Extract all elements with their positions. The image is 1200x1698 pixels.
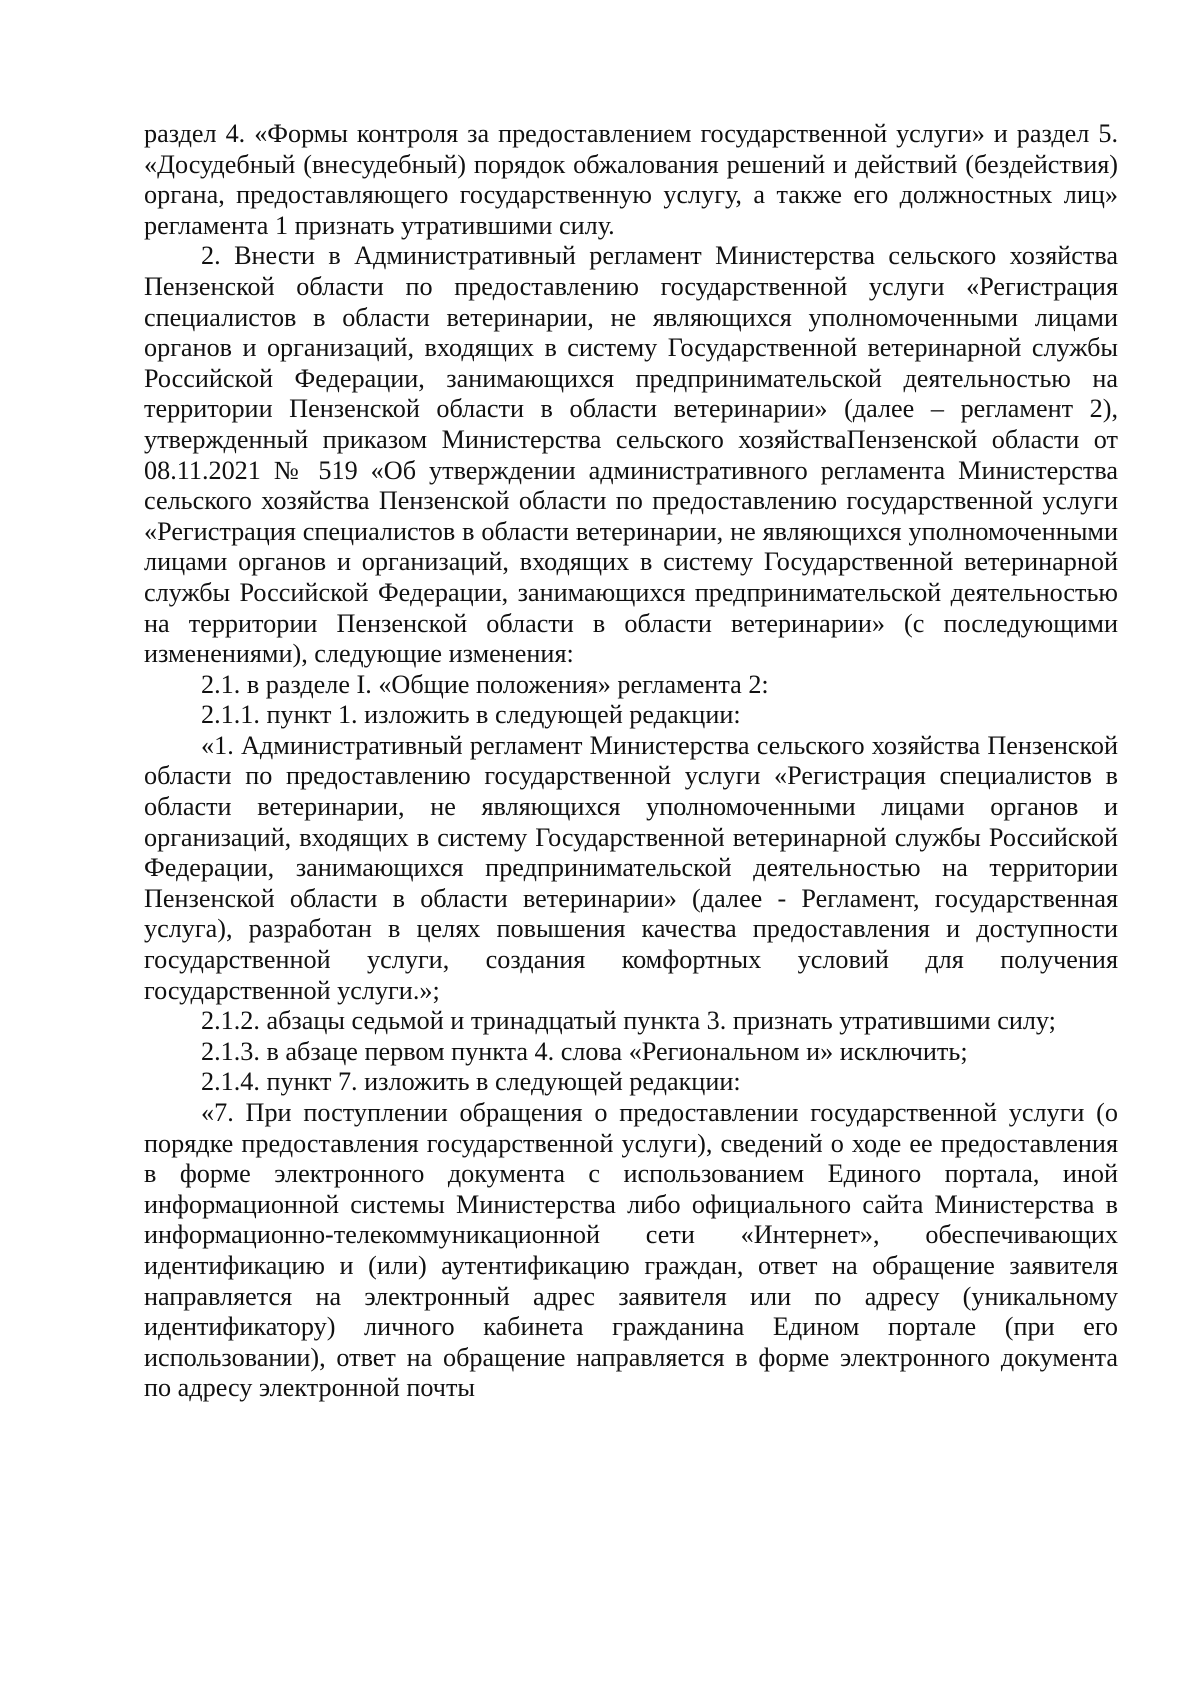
paragraph-7: 2.1.3. в абзаце первом пункта 4. слова «Региональном и» исключить; xyxy=(201,1036,968,1066)
paragraph-9: «7. При поступлении обращения о предоставлении государственной услуги (о порядке предоставления государственной услуги), сведений о ходе ее предоставления в форме электронного документа с использованием Единого портала, иной информационной системы Министерства либо официального сайта Министерства в информационно-телекоммуникационной сети «Интернет», обеспечивающих идентификацию и (или) аутентификацию граждан, ответ на обращение заявителя направляется на электронный адрес заявителя или по адресу (уникальному идентификатору) личного кабинета гражданина Едином портале (при его использовании), ответ на обращение направляется в форме электронного документа по адресу электронной почты xyxy=(144,1098,1118,1403)
paragraph-1: раздел 4. «Формы контроля за предоставлением государственной услуги» и раздел 5. «Досудебный (внесудебный) порядок обжалования решений и действий (бездействия) органа, предоставляющего государственную услугу, а также его должностных лиц» регламента 1 признать утратившими силу. xyxy=(144,119,1118,240)
paragraph-8: 2.1.4. пункт 7. изложить в следующей редакции: xyxy=(201,1067,741,1097)
document-page xyxy=(144,119,1118,1404)
paragraph-6: 2.1.2. абзацы седьмой и тринадцатый пункта 3. признать утратившими силу; xyxy=(201,1006,1056,1036)
paragraph-3: 2.1. в разделе I. «Общие положения» регламента 2: xyxy=(201,669,769,699)
paragraph-4: 2.1.1. пункт 1. изложить в следующей редакции: xyxy=(201,700,741,730)
paragraph-2: 2. Внести в Административный регламент Министерства сельского хозяйства Пензенской области по предоставлению государственной услуги «Регистрация специалистов в области ветеринарии, не являющихся уполномоченными лицами органов и организаций, входящих в систему Государственной ветеринарной службы Российской Федерации, занимающихся предпринимательской деятельностью на территории Пензенской области в области ветеринарии» (далее – регламент 2), утвержденный приказом Министерства сельского хозяйстваПензенской области от 08.11.2021 № 519 «Об утверждении административного регламента Министерства сельского хозяйства Пензенской области по предоставлению государственной услуги «Регистрация специалистов в области ветеринарии, не являющихся уполномоченными лицами органов и организаций, входящих в систему Государственной ветеринарной службы Российской Федерации, занимающихся предпринимательской деятельностью на территории Пензенской области в области ветеринарии» (с последующими изменениями), следующие изменения: xyxy=(144,241,1118,669)
paragraph-5: «1. Административный регламент Министерства сельского хозяйства Пензенской области по предоставлению государственной услуги «Регистрация специалистов в области ветеринарии, не являющихся уполномоченными лицами органов и организаций, входящих в систему Государственной ветеринарной службы Российской Федерации, занимающихся предпринимательской деятельностью на территории Пензенской области в области ветеринарии» (далее - Регламент, государственная услуга), разработан в целях повышения качества предоставления и доступности государственной услуги, создания комфортных условий для получения государственной услуги.»; xyxy=(144,730,1118,1005)
